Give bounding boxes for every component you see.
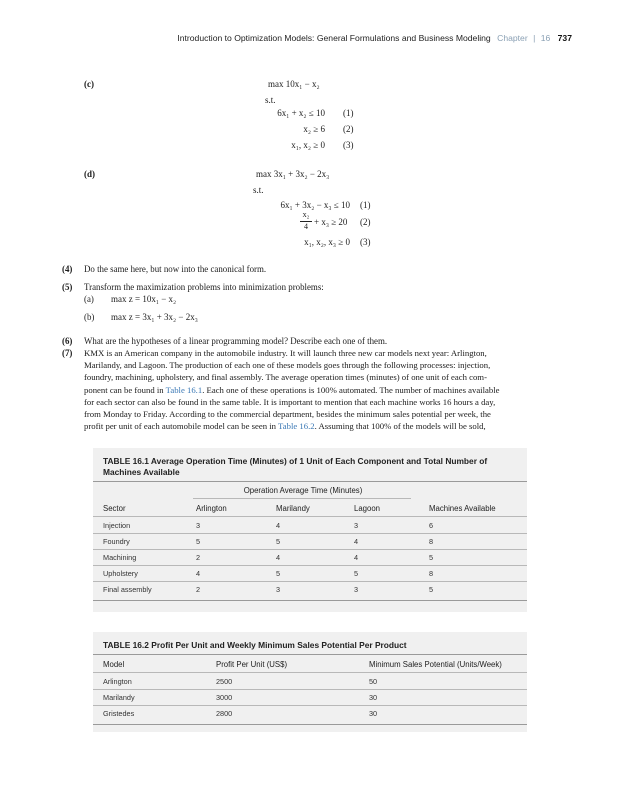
- table-16-2-row-rule: [93, 689, 527, 690]
- question-4-number: (4): [62, 264, 73, 274]
- table-cell: 3: [354, 585, 359, 594]
- table-16-1-caption-line-2: Machines Available: [103, 467, 180, 477]
- problem-c-constraint-3: x₁, x₂ ≥ 0: [291, 140, 325, 150]
- problem-c-number-1: (1): [343, 108, 354, 118]
- table-cell: 2: [196, 553, 201, 562]
- question-4-text: Do the same here, but now into the canonical form.: [84, 264, 267, 274]
- problem-d-fraction-denominator: 4: [304, 222, 308, 231]
- table-cell: 3: [276, 585, 281, 594]
- question-5-text: Transform the maximization problems into minimization problems:: [84, 282, 324, 292]
- table-16-1-header-rule: [93, 516, 527, 517]
- problem-c-constraint-2: x₂ ≥ 6: [303, 124, 325, 134]
- problem-c-label: (c): [84, 79, 94, 89]
- running-head-chapter-number: 16: [540, 33, 551, 43]
- table-cell: 5: [276, 537, 281, 546]
- question-7-line-4-end: . Each one of these operations is 100% automated. The number of machines available: [202, 384, 500, 395]
- table-16-1-row-rule: [93, 565, 527, 566]
- question-7-line-3: foundry, machining, upholstery, and final assembly. The average operation times (minutes) of one unit of each com-: [84, 372, 487, 383]
- table-16-1-group-header: Operation Average Time (Minutes): [243, 486, 363, 495]
- table-cell: 3: [196, 521, 201, 530]
- table-cell: Upholstery: [103, 569, 138, 578]
- problem-c-objective: max 10x₁ − x₂: [268, 79, 320, 89]
- running-head-separator: |: [533, 33, 536, 43]
- table-cell: 8: [429, 569, 434, 578]
- table-16-2-header-rule: [93, 672, 527, 673]
- table-16-2-link[interactable]: Table 16.2: [278, 421, 315, 432]
- table-cell: 5: [196, 537, 201, 546]
- table-16-1-top-rule: [93, 481, 527, 482]
- table-16-2-header-model: Model: [103, 660, 125, 669]
- question-7-line-2: Marilandy, and Lagoon. The production of each one of these models goes through the following processes: injection,: [84, 360, 491, 371]
- problem-c-number-2: (2): [343, 124, 354, 134]
- running-head-chapter-label: Chapter: [497, 33, 528, 43]
- question-7-line-5: for each sector can also be found in the same table. It is important to mention that each machine works 16 hours a day,: [84, 396, 496, 407]
- table-16-1-header-lagoon: Lagoon: [354, 504, 381, 513]
- table-16-1-header-arlington: Arlington: [196, 504, 227, 513]
- question-5a-label: (a): [84, 294, 94, 304]
- table-cell: 5: [354, 569, 359, 578]
- problem-d-constraint-2: + x₃ ≥ 20: [314, 217, 348, 227]
- table-cell: Machining: [103, 553, 137, 562]
- problem-c-constraint-1: 6x₁ + x₂ ≤ 10: [277, 108, 325, 118]
- table-16-2-header-minimum-sales: Minimum Sales Potential (Units/Week): [369, 660, 502, 669]
- table-cell: 5: [276, 569, 281, 578]
- table-cell: 2: [196, 585, 201, 594]
- table-cell: Final assembly: [103, 585, 152, 594]
- question-5b-label: (b): [84, 312, 95, 322]
- question-7-line-4: [84, 384, 604, 396]
- question-6-text: What are the hypotheses of a linear programming model? Describe each one of them.: [84, 336, 388, 346]
- table-16-1-bottom-rule: [93, 600, 527, 601]
- question-5: [62, 281, 607, 295]
- table-cell: 2500: [216, 677, 233, 686]
- question-6-number: (6): [62, 336, 73, 346]
- table-cell: 4: [354, 553, 359, 562]
- table-16-1-header-machines: Machines Available: [429, 504, 496, 513]
- table-cell: 3: [354, 521, 359, 530]
- question-5-number: (5): [62, 282, 73, 292]
- question-7-line-7-start: profit per unit of each automobile model can be seen in: [84, 421, 279, 432]
- table-cell: Marilandy: [103, 693, 135, 702]
- table-cell: 50: [369, 677, 378, 686]
- problem-d-number-1: (1): [360, 200, 371, 210]
- table-cell: 8: [429, 537, 434, 546]
- table-cell: 30: [369, 693, 378, 702]
- table-cell: 30: [369, 709, 378, 718]
- table-16-1-row-rule: [93, 533, 527, 534]
- table-16-2-row-rule: [93, 705, 527, 706]
- question-7-body: [84, 347, 604, 432]
- table-cell: 5: [429, 553, 434, 562]
- table-cell: Arlington: [103, 677, 132, 686]
- problem-d-number-2: (2): [360, 217, 371, 227]
- table-16-2-caption: TABLE 16.2 Profit Per Unit and Weekly Minimum Sales Potential Per Product: [103, 640, 407, 650]
- page-number: 737: [557, 33, 572, 43]
- question-7-line-7-end: . Assuming that 100% of the models will be sold,: [314, 421, 486, 432]
- question-7: [62, 347, 607, 447]
- table-16-2-header-profit: Profit Per Unit (US$): [216, 660, 288, 669]
- table-cell: 4: [196, 569, 201, 578]
- problem-d-label: (d): [84, 169, 95, 179]
- question-7-line-4-start: ponent can be found in: [84, 384, 166, 395]
- table-cell: 4: [276, 521, 281, 530]
- running-head-title: Introduction to Optimization Models: General Formulations and Business Modeling: [177, 33, 491, 43]
- problem-c-st: s.t.: [265, 95, 276, 105]
- table-cell: 5: [429, 585, 434, 594]
- table-16-1-link[interactable]: Table 16.1: [165, 384, 203, 395]
- table-16-1: [93, 448, 527, 612]
- question-7-line-7: [84, 420, 604, 432]
- question-7-line-6: from Monday to Friday. According to the commercial department, besides the minimum sales potential per week, the: [84, 409, 491, 420]
- table-16-2-bottom-rule: [93, 724, 527, 725]
- problem-c-number-3: (3): [343, 140, 354, 150]
- table-16-1-group-rule: [193, 498, 411, 499]
- question-7-number: (7): [62, 348, 73, 358]
- problem-d-constraint-3: x₁, x₂, x₃ ≥ 0: [304, 237, 350, 247]
- table-cell: 2800: [216, 709, 233, 718]
- problem-d-constraint-1: 6x₁ + 3x₂ − x₃ ≤ 10: [280, 200, 350, 210]
- table-cell: Foundry: [103, 537, 130, 546]
- problem-d-fraction-numerator: x₂: [302, 210, 310, 219]
- table-16-1-header-marilandy: Marilandy: [276, 504, 310, 513]
- table-cell: 3000: [216, 693, 233, 702]
- table-16-1-header-sector: Sector: [103, 504, 126, 513]
- table-16-2: [93, 632, 527, 732]
- running-head: [142, 33, 572, 43]
- question-5a-expression: max z = 10x₁ − x₂: [111, 294, 177, 304]
- table-16-1-caption: [103, 456, 523, 478]
- table-16-1-row-rule: [93, 581, 527, 582]
- table-16-1-row-rule: [93, 549, 527, 550]
- problem-d-number-3: (3): [360, 237, 371, 247]
- table-cell: 4: [276, 553, 281, 562]
- question-4: [62, 263, 607, 277]
- table-cell: 6: [429, 521, 434, 530]
- table-cell: Injection: [103, 521, 131, 530]
- table-cell: Gristedes: [103, 709, 135, 718]
- problem-d-objective: max 3x₁ + 3x₂ − 2x₃: [256, 169, 330, 179]
- question-5b-expression: max z = 3x₁ + 3x₂ − 2x₃: [111, 312, 198, 322]
- table-cell: 4: [354, 537, 359, 546]
- table-16-1-caption-line-1: TABLE 16.1 Average Operation Time (Minutes) of 1 Unit of Each Component and Total Number of: [103, 456, 488, 466]
- table-16-2-top-rule: [93, 654, 527, 655]
- question-7-line-1: KMX is an American company in the automobile industry. It will launch three new car models next year: Arlington,: [84, 348, 487, 358]
- problem-d-st: s.t.: [253, 185, 264, 195]
